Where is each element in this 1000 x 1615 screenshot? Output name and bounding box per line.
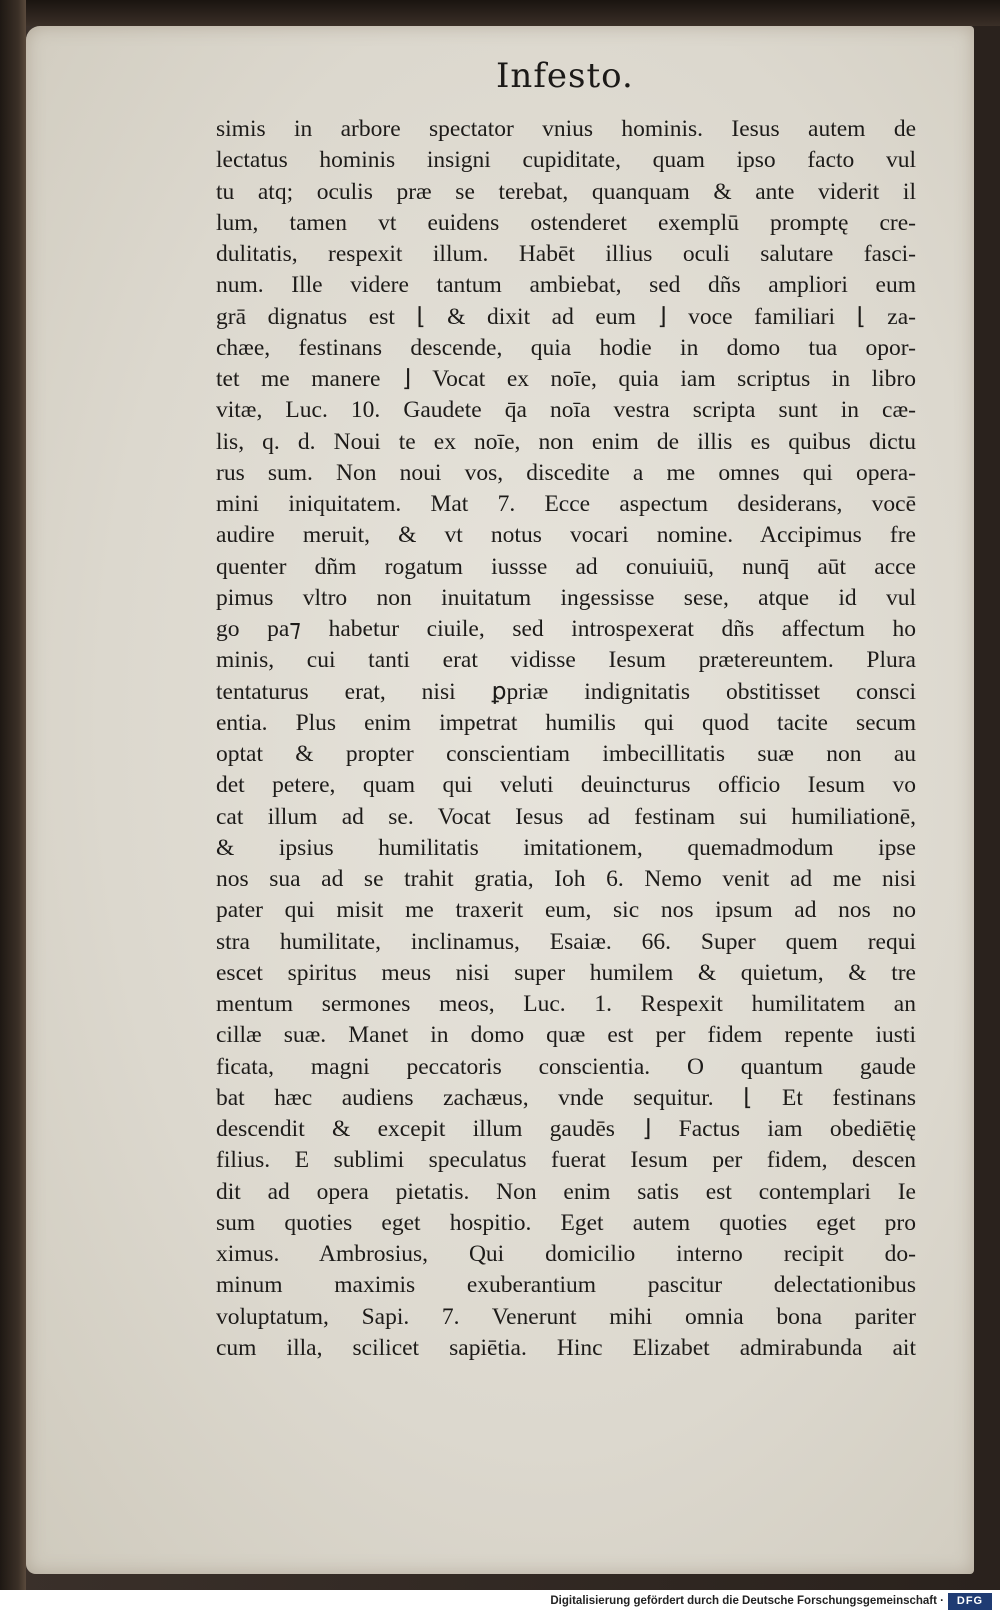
text-line: vitæ, Luc. 10. Gaudete q̄a noīa vestra scripta sunt in cæ- (216, 397, 916, 424)
text-line: mini iniquitatem. Mat 7. Ecce aspectum desiderans, vocē (216, 491, 916, 517)
text-line: cillæ suæ. Manet in domo quæ est per fidem repente iusti (216, 1022, 916, 1049)
running-head: Infesto. (496, 56, 634, 96)
funding-credit: Digitalisierung gefördert durch die Deutsche Forschungsgemeinschaft · (550, 1595, 944, 1607)
text-line: chæe, festinans descende, quia hodie in domo tua opor- (216, 334, 916, 361)
text-line: tet me manere ⌋ Vocat ex noīe, quia iam scriptus in libro (216, 366, 916, 392)
text-line: lum, tamen vt euidens ostenderet exemplū promptę cre- (216, 209, 916, 236)
text-line: lectatus hominis insigni cupiditate, quam ipso facto vul (216, 147, 916, 174)
text-line: cum illa, scilicet sapiētia. Hinc Elizabet admirabunda ait (216, 1334, 916, 1361)
text-line: ximus. Ambrosius, Qui domicilio interno recipit do- (216, 1241, 916, 1267)
text-line: num. Ille videre tantum ambiebat, sed dñs ampliori eum (216, 272, 916, 299)
text-line: minum maximis exuberantium pascitur delectationibus (216, 1272, 916, 1299)
book-spine (0, 0, 26, 1590)
text-line: pater qui misit me traxerit eum, sic nos ipsum ad nos no (216, 897, 916, 924)
text-line: det petere, quam qui veluti deuincturus officio Iesum vo (216, 772, 916, 799)
text-line: optat & propter conscientiam imbecillitatis suæ non au (216, 741, 916, 767)
text-line: cat illum ad se. Vocat Iesus ad festinam sui humiliationē, (216, 803, 916, 830)
text-line: dulitatis, respexit illum. Habēt illius oculi salutare fasci- (216, 241, 916, 267)
text-line: minis, cui tanti erat vidisse Iesum prætereuntem. Plura (216, 647, 916, 674)
text-line: mentum sermones meos, Luc. 1. Respexit humilitatem an (216, 991, 916, 1017)
text-line: & ipsius humilitatis imitationem, quemadmodum ipse (216, 834, 916, 861)
text-line: ficata, magni peccatoris conscientia. O quantum gaude (216, 1053, 916, 1080)
text-line: audire meruit, & vt notus vocari nomine. Accipimus fre (216, 522, 916, 549)
text-line: escet spiritus meus nisi super humilem & quietum, & tre (216, 959, 916, 986)
text-line: dit ad opera pietatis. Non enim satis est contemplari Ie (216, 1178, 916, 1205)
text-line: bat hæc audiens zachæus, vnde sequitur. ⌊ Et festinans (216, 1084, 916, 1111)
text-line: descendit & excepit illum gaudēs ⌋ Factus iam obediētię (216, 1116, 916, 1142)
footer-bar (0, 1590, 1000, 1615)
book-top-edge (0, 0, 1000, 26)
text-line: tu atq; oculis præ se terebat, quanquam & ante viderit il (216, 178, 916, 205)
text-line: grā dignatus est ⌊ & dixit ad eum ⌋ voce familiari ⌊ za- (216, 303, 916, 330)
text-line: entia. Plus enim impetrat humilis qui quod tacite secum (216, 709, 916, 736)
book-page (26, 26, 974, 1574)
text-line: stra humilitate, inclinamus, Esaiæ. 66. Super quem requi (216, 928, 916, 955)
text-line: pimus vltro non inuitatum ingessisse sese, atque id vul (216, 584, 916, 611)
text-line: lis, q. d. Noui te ex noīe, non enim de illis es quibus dictu (216, 428, 916, 455)
text-line: sum quoties eget hospitio. Eget autem quoties eget pro (216, 1209, 916, 1236)
text-line: tentaturus erat, nisi ꝑpriæ indignitatis obstitisset consci (216, 678, 916, 705)
text-line: rus sum. Non noui vos, discedite a me omnes qui opera- (216, 459, 916, 486)
text-line: voluptatum, Sapi. 7. Venerunt mihi omnia bona pariter (216, 1303, 916, 1330)
text-line: simis in arbore spectator vnius hominis. Iesus autem de (216, 116, 916, 142)
dfg-logo: DFG (948, 1593, 992, 1610)
text-line: go pa⁊ habetur ciuile, sed introspexerat dñs affectum ho (216, 616, 916, 642)
text-block (216, 114, 916, 1364)
text-line: nos sua ad se trahit gratia, Ioh 6. Nemo venit ad me nisi (216, 866, 916, 892)
text-line: filius. E sublimi speculatus fuerat Iesum per fidem, descen (216, 1147, 916, 1174)
text-line: quenter dñm rogatum iussse ad conuiuiū, nunq̄ aūt acce (216, 553, 916, 580)
